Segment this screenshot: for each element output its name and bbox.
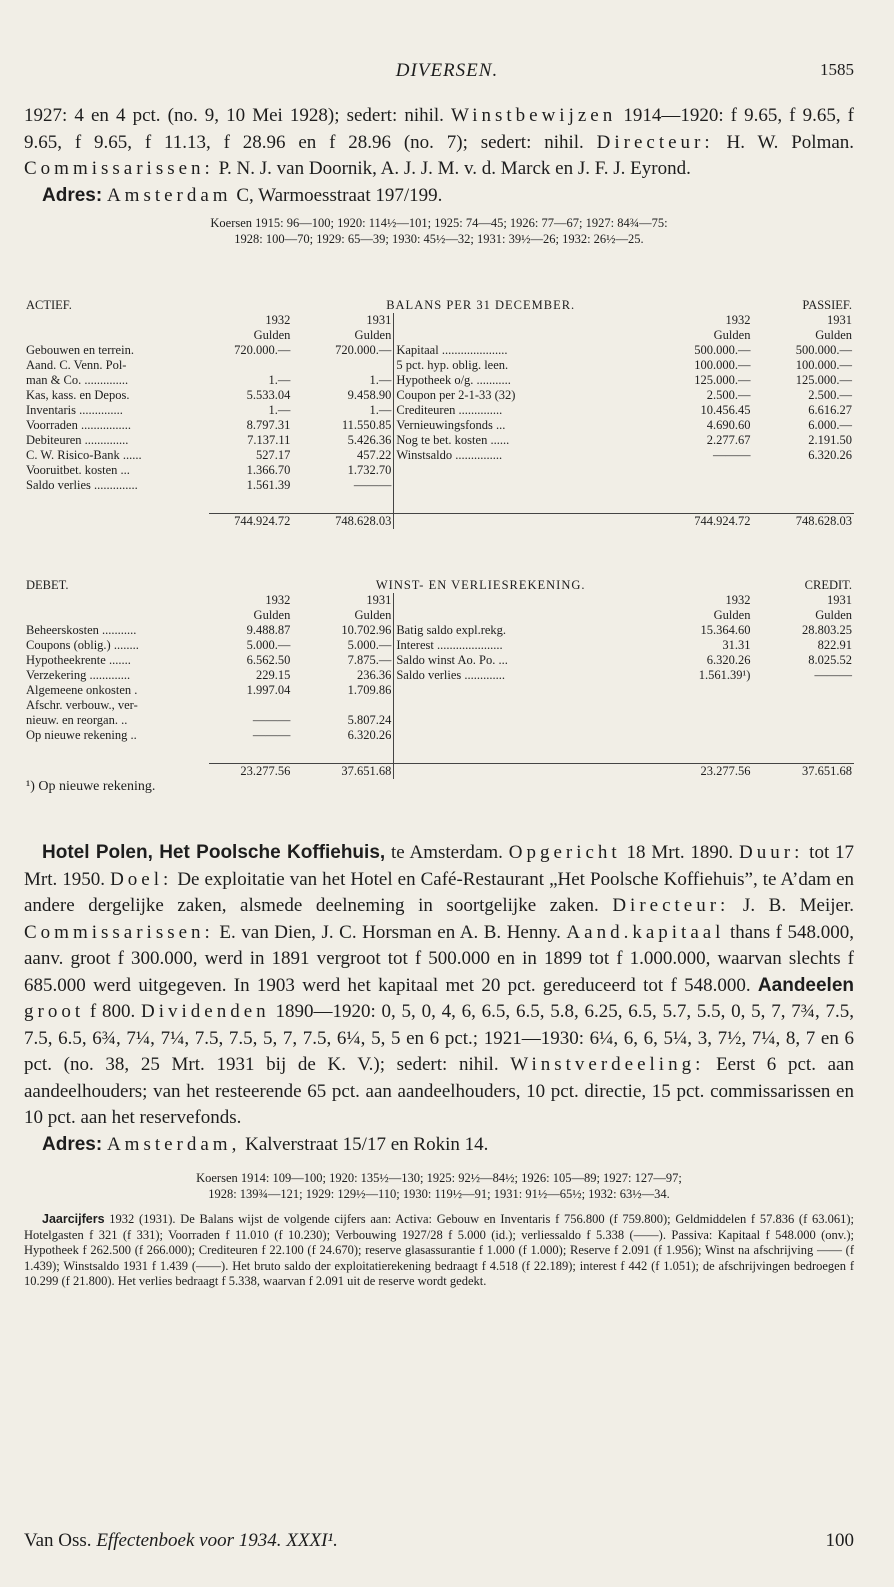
- jaarcijfers: Jaarcijfers 1932 (1931). De Balans wijst de volgende cijfers aan: Activa: Gebouw en Inventaris f 756.800 (f 759.800); Geldmiddelen f 57.836 (f 63.061); Hotelgasten f 321 (f 331); Voorraden f 11.010 (f 10.230); Verbouwing 1927/28 f 5.000 (id.); verliessaldo f 5.338 (——). Passiva: Kapitaal f 548.000 (onv.); Hypotheek f 262.500 (f 266.000); Crediteuren f 22.100 (f 24.670); reserve glasassurantie f 1.000 (f 1.000); Reserve f 2.091 (f 1.956); Winst na afschrijving —— (f 1.439); Winstsaldo 1931 f 1.439 (——). Het bruto saldo der exploitatierekening bedraagt f 4.518 (f 22.189); interest f 442 (f 1.051); de afschrijvingen bedroegen f 10.299 (f 21.800). Het verlies bedraagt f 5.338, waarvan f 2.091 uit de reserve wordt gedekt.: [24, 1212, 854, 1288]
- winst-footnote: ¹) Op nieuwe rekening.: [26, 778, 156, 794]
- table-cell: 2.191.50: [808, 433, 852, 447]
- winst-rows: [24, 623, 854, 743]
- balans-total-right-1931: 748.628.03: [752, 513, 854, 529]
- table-cell: 236.36: [356, 668, 392, 682]
- table-cell: Hypotheekrente .......: [26, 653, 131, 667]
- winst-grid: DEBET. WINST- EN VERLIESREKENING. CREDIT. 1932 1931 1932 1931 Gulden Gulden Gulden Gulden Beheerskosten ........... 9.488.87 10.702.96 Batig saldo expl.rekg. 15.364.60 28.803.25 Coupons (oblig.) ........ 5.000.— 5.000.— Interest ..................... 31.31 822.91 Hypotheekrente ....... 6.562.50 7.875.— Saldo winst Ao. Po. ... 6.320.26 8.025.52 Verzekering ............. 229.15 236.36 Saldo verlies ............. 1.561.39¹) ——— Algemeene onkosten . 1.997.04 1.709.86 Afschr. verbouw., ver- nieuw. en reorgan. .. ——— 5.807.24 Op nieuwe rekening .. ——— 6.320.26 23.277.56 37.651.68 23.277.56 37.651.68 ¹) Op nieuwe rekening.: [26, 578, 852, 794]
- balans-total-right-1932: 744.924.72: [651, 513, 752, 529]
- table-cell: Saldo winst Ao. Po. ...: [394, 653, 651, 668]
- winst-total-right-1932: 23.277.56: [651, 763, 753, 779]
- winst-row: [24, 713, 854, 728]
- table-cell: Nog te bet. kosten ......: [394, 433, 651, 448]
- table-cell: 229.15: [255, 668, 291, 682]
- table-cell: 1.561.39: [246, 478, 291, 492]
- table-cell: Coupons (oblig.) ........: [26, 638, 139, 652]
- table-cell: [394, 683, 651, 698]
- table-cell: Hypotheek o/g. ...........: [394, 373, 651, 388]
- table-cell: 31.31: [722, 638, 751, 652]
- koersen-intro: Koersen 1915: 96—100; 1920: 114½—101; 1925: 74—45; 1926: 77—67; 1927: 84¾—75: 1928: 100—70; 1929: 65—39; 1930: 45½—32; 1931: 39½—26; 1932: 26½—25.: [210, 216, 668, 246]
- winst-row: [24, 653, 854, 668]
- table-cell: [752, 728, 854, 743]
- table-cell: nieuw. en reorgan. ..: [26, 713, 128, 727]
- balans-row: [24, 358, 854, 373]
- winst-row: [24, 698, 854, 713]
- table-cell: Afschr. verbouw., ver-: [26, 698, 138, 712]
- table-cell: Aand. C. Venn. Pol-: [26, 358, 127, 372]
- table-cell: 8.797.31: [246, 418, 291, 432]
- table-cell: 1.—: [369, 373, 392, 387]
- table-cell: [292, 698, 393, 713]
- table-cell: Op nieuwe rekening ..: [26, 728, 137, 742]
- table-cell: 11.550.85: [341, 418, 392, 432]
- table-cell: man & Co. ..............: [26, 373, 129, 387]
- table-cell: 4.690.60: [706, 418, 751, 432]
- table-cell: Crediteuren ..............: [394, 403, 651, 418]
- table-cell: Coupon per 2-1-33 (32): [394, 388, 651, 403]
- table-cell: [209, 698, 292, 713]
- table-cell: 5.807.24: [347, 713, 392, 727]
- table-cell: 1.—: [369, 403, 392, 417]
- table-cell: Debiteuren ..............: [26, 433, 129, 447]
- table-cell: [651, 463, 752, 478]
- koersen-hotel: Koersen 1914: 109—100; 1920: 135½—130; 1925: 92½—84½; 1926: 105—89; 1927: 127—97; 1928: 139¾—121; 1929: 129½—110; 1930: 119½—91; 1931: 91½—65½; 1932: 63½—34.: [196, 1171, 682, 1201]
- table-cell: [752, 463, 854, 478]
- table-cell: 15.364.60: [700, 623, 751, 637]
- table-cell: Kapitaal .....................: [394, 343, 651, 358]
- table-cell: Vernieuwingsfonds ...: [394, 418, 651, 433]
- table-cell: Beheerskosten ...........: [26, 623, 137, 637]
- table-cell: 6.320.26: [706, 653, 751, 667]
- footer-book-title: Effectenboek voor 1934.: [96, 1530, 282, 1551]
- hotel-block: [24, 840, 854, 1290]
- table-cell: Winstsaldo ...............: [394, 448, 651, 463]
- table-cell: Vooruitbet. kosten ...: [26, 463, 130, 477]
- table-cell: [651, 683, 753, 698]
- table-cell: 1.709.86: [347, 683, 392, 697]
- balans-row: [24, 448, 854, 463]
- table-cell: [292, 358, 393, 373]
- table-cell: 527.17: [256, 448, 291, 462]
- table-cell: [752, 478, 854, 493]
- table-cell: 5.000.—: [246, 638, 291, 652]
- table-cell: 2.500.—: [808, 388, 852, 402]
- winst-total-right-1931: 37.651.68: [752, 763, 854, 779]
- intro-paragraph: 1927: 4 en 4 pct. (no. 9, 10 Mei 1928); sedert: nihil. Winstbewijzen 1914—1920: f 9.65, f 9.65, f 9.65, f 9.65, f 11.13, f 28.96 en f 28.96 (no. 7); sedert: nihil. Directeur: H. W. Polman. Commissarissen: P. N. J. van Doornik, A. J. J. M. v. d. Marck en J. F. J. Eyrond. Adres: Amsterdam C, Warmoesstraat 197/199.: [24, 105, 855, 206]
- table-cell: [752, 698, 854, 713]
- table-cell: [394, 478, 651, 493]
- table-cell: Gebouwen en terrein.: [26, 343, 134, 357]
- table-cell: [394, 713, 651, 728]
- balans-grid: ACTIEF. BALANS PER 31 DECEMBER. PASSIEF. 1932 1931 1932 1931 Gulden Gulden Gulden Gulden Gebouwen en terrein. 720.000.— 720.000.— Kapitaal ..................... 500.000.— 500.000.— Aand. C. Venn. Pol- 5 pct. hyp. oblig. leen. 100.000.— 100.000.— man & Co. .............. 1.— 1.— Hypotheek o/g. ........... 125.000.— 125.000.— Kas, kass. en Depos. 5.533.04 9.458.90 Coupon per 2-1-33 (32) 2.500.— 2.500.— Inventaris .............. 1.— 1.— Crediteuren .............. 10.456.45 6.616.27 Voorraden ................ 8.797.31 11.550.85 Vernieuwingsfonds ... 4.690.60 6.000.— Debiteuren .............. 7.137.11 5.426.36 Nog te bet. kosten ...... 2.277.67 2.191.50 C. W. Risico-Bank ...... 527.17 457.22 Winstsaldo ............... ——— 6.320.26 Vooruitbet. kosten ... 1.366.70 1.732.70 Saldo verlies .............. 1.561.39 ——— 744.924.72 748.628.03 744.924.72 748.628.03: [26, 298, 852, 528]
- table-cell: 6.616.27: [808, 403, 852, 417]
- table-cell: Verzekering .............: [26, 668, 131, 682]
- winst-total-left-1931: 37.651.68: [292, 763, 393, 779]
- table-cell: Voorraden ................: [26, 418, 131, 432]
- table-cell: 28.803.25: [802, 623, 852, 637]
- table-cell: 457.22: [356, 448, 392, 462]
- winstbewijzen-label: Winstbewijzen: [451, 105, 617, 126]
- table-cell: [394, 728, 651, 743]
- table-cell: 1.561.39¹): [698, 668, 751, 682]
- table-cell: 8.025.52: [808, 653, 852, 667]
- page-number: 1585: [820, 60, 854, 79]
- table-cell: ———: [353, 478, 392, 492]
- table-cell: 500.000.—: [694, 343, 751, 357]
- balans-row: [24, 463, 854, 478]
- table-cell: 720.000.—: [234, 343, 291, 357]
- table-cell: ———: [814, 668, 852, 682]
- balans-row: [24, 388, 854, 403]
- table-cell: [651, 728, 753, 743]
- balans-rows: [24, 343, 854, 493]
- balans-row: [24, 403, 854, 418]
- winst-table: [24, 578, 854, 795]
- table-cell: 6.320.26: [347, 728, 392, 742]
- table-cell: 1.—: [268, 403, 291, 417]
- table-cell: Saldo verlies ..............: [26, 478, 138, 492]
- winst-row: [24, 638, 854, 653]
- table-cell: Inventaris ..............: [26, 403, 123, 417]
- balans-row: [24, 418, 854, 433]
- balans-row: [24, 373, 854, 388]
- balans-row: [24, 343, 854, 358]
- page-footer: [24, 1530, 854, 1552]
- table-cell: [651, 713, 753, 728]
- directeur-label: Directeur:: [596, 131, 714, 153]
- footer-publisher: Van Oss.: [24, 1530, 92, 1551]
- table-cell: 10.702.96: [341, 623, 392, 637]
- balans-table: [24, 298, 854, 529]
- winst-row: [24, 683, 854, 698]
- winst-row: [24, 623, 854, 638]
- table-cell: Interest .....................: [394, 638, 651, 653]
- table-cell: [209, 358, 292, 373]
- table-cell: [752, 683, 854, 698]
- table-cell: [394, 698, 651, 713]
- balans-total-left-1932: 744.924.72: [209, 513, 292, 529]
- balans-row: [24, 433, 854, 448]
- table-cell: 5.426.36: [347, 433, 392, 447]
- table-cell: ———: [252, 713, 291, 727]
- table-cell: 125.000.—: [694, 373, 751, 387]
- winst-row: [24, 668, 854, 683]
- footer-volume: XXXI¹.: [286, 1530, 338, 1551]
- table-cell: 720.000.—: [335, 343, 392, 357]
- table-cell: Saldo verlies .............: [394, 668, 651, 683]
- balans-title: BALANS PER 31 DECEMBER.: [386, 298, 576, 312]
- table-cell: C. W. Risico-Bank ......: [26, 448, 142, 462]
- table-cell: [752, 713, 854, 728]
- table-cell: 7.137.11: [247, 433, 291, 447]
- hotel-paragraph: Hotel Polen, Het Poolsche Koffiehuis, te Amsterdam. Opgericht 18 Mrt. 1890. Duur: tot 17 Mrt. 1950. Doel: De exploitatie van het Hotel en Café-Restaurant „Het Poolsche Koffiehuis”, te A’dam en andere dergelijke zaken, alsmede deelneming in soortgelijke zaken. Directeur: J. B. Meijer. Commissarissen: E. van Dien, J. C. Horsman en A. B. Henny. Aand.kapitaal thans f 548.000, aanv. groot f 300.000, werd in 1891 vergroot tot f 500.000 en in 1899 tot f 1.000.000, waarvan slechts f 685.000 werd uitgegeven. In 1903 werd het kapitaal met 20 pct. gereduceerd tot f 548.000. Aandeelen groot f 800. Dividenden 1890—1920: 0, 5, 0, 4, 6, 6.5, 6.5, 5.8, 6.25, 6.5, 5.7, 5.5, 0, 5, 7, 7¾, 7.5, 7.5, 6.5, 6¾, 7¼, 7¼, 7.5, 7.5, 5, 7, 7.5, 6¼, 5, 5 en 6 pct.; 1921—1930: 6¼, 6, 6, 5¼, 3, 7½, 7¼, 8, 7 en 6 pct. (no. 38, 25 Mrt. 1931 bij de K. V.); sedert: nihil. Winstverdeeling: Eerst 6 pct. aan aandeelhouders; van het resteerende 65 pct. aan aandeelhouders, 10 pct. directie, 15 pct. commissarissen en 10 pct. aan het reservefonds. Adres: Amsterdam, Kalverstraat 15/17 en Rokin 14.: [24, 842, 855, 1155]
- header-title: DIVERSEN.: [395, 60, 499, 81]
- winst-title: WINST- EN VERLIESREKENING.: [375, 578, 586, 592]
- table-cell: 125.000.—: [795, 373, 852, 387]
- table-cell: 10.456.45: [700, 403, 751, 417]
- table-cell: 1.732.70: [347, 463, 392, 477]
- footer-sheet-number: 100: [825, 1530, 854, 1551]
- table-cell: Kas, kass. en Depos.: [26, 388, 130, 402]
- table-cell: 5 pct. hyp. oblig. leen.: [394, 358, 651, 373]
- table-cell: 9.458.90: [347, 388, 392, 402]
- table-cell: 822.91: [817, 638, 852, 652]
- commissarissen-label: Commissarissen:: [24, 158, 214, 179]
- table-cell: Algemeene onkosten .: [26, 683, 138, 697]
- adres-label: Adres:: [42, 184, 103, 206]
- table-cell: 100.000.—: [694, 358, 751, 372]
- intro-block: [24, 103, 854, 247]
- table-cell: 1.—: [268, 373, 291, 387]
- table-cell: 7.875.—: [347, 653, 392, 667]
- hotel-name: Hotel Polen, Het Poolsche Koffiehuis,: [42, 842, 386, 863]
- table-cell: 6.320.26: [808, 448, 852, 462]
- winst-total-left-1932: 23.277.56: [209, 763, 292, 779]
- table-cell: 5.533.04: [246, 388, 291, 402]
- table-cell: [394, 463, 651, 478]
- table-cell: ———: [252, 728, 291, 742]
- table-cell: 100.000.—: [795, 358, 852, 372]
- table-cell: 1.997.04: [246, 683, 291, 697]
- table-cell: [651, 478, 752, 493]
- table-cell: 2.277.67: [706, 433, 751, 447]
- table-cell: 2.500.—: [706, 388, 751, 402]
- table-cell: 6.000.—: [808, 418, 852, 432]
- table-cell: 500.000.—: [795, 343, 852, 357]
- table-cell: 6.562.50: [246, 653, 291, 667]
- table-cell: 9.488.87: [246, 623, 291, 637]
- balans-row: [24, 478, 854, 493]
- balans-total-left-1931: 748.628.03: [292, 513, 393, 529]
- table-cell: [651, 698, 753, 713]
- table-cell: Batig saldo expl.rekg.: [394, 623, 651, 638]
- winst-row: [24, 728, 854, 743]
- table-cell: ———: [712, 448, 751, 462]
- table-cell: 1.366.70: [246, 463, 291, 477]
- table-cell: 5.000.—: [347, 638, 392, 652]
